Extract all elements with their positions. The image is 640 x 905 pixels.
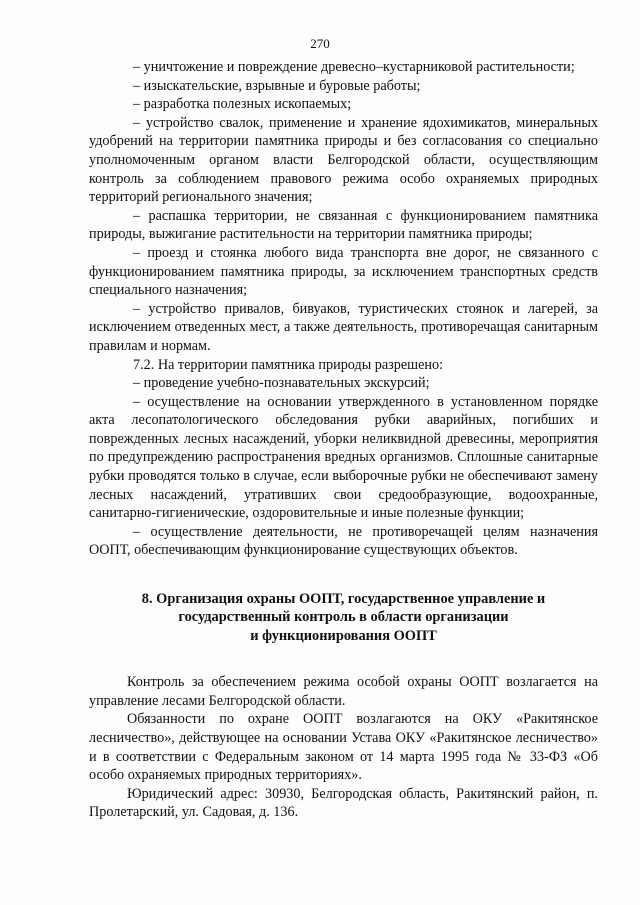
list-item: – осуществление на основании утвержденного в установленном порядке акта лесопатологического обследования рубки аварийных, погибших и поврежденных лесных насаждений, уборки неликвидной древесины, мероприятия по предупреждению распространения вредных организмов. Сплошные санитарные рубки проводятся только в случае, если выборочные рубки не обеспечивают замену лесных насаждений, утративших свои средообразующие, водоохранные, санитарно-гигиенические, оздоровительные и иные полезные функции;	[89, 393, 598, 522]
list-item: – проведение учебно-познавательных экскурсий;	[133, 375, 430, 392]
list-item: – устройство привалов, бивуаков, туристических стоянок и лагерей, за исключением отведенных мест, а также деятельность, противоречащая санитарным правилам и нормам.	[89, 300, 598, 354]
document-body	[89, 58, 598, 822]
list-item: – разработка полезных ископаемых;	[133, 96, 352, 113]
allowed-activities-list	[89, 374, 598, 560]
prohibited-activities-list	[89, 58, 598, 356]
paragraph: Юридический адрес: 30930, Белгородская область, Ракитянский район, п. Пролетарский, ул. Садовая, д. 136.	[89, 785, 598, 821]
paragraph: Контроль за обеспечением режима особой охраны ООПТ возлагается на управление лесами Белгородской области.	[89, 674, 598, 709]
list-item: – устройство свалок, применение и хранение ядохимикатов, минеральных удобрений на территории памятника природы и без согласования со специально уполномоченным органом власти Белгородской области, осуществляющим контроль за соблюдением правового режима особо охраняемых природных территорий регионального значения;	[89, 114, 598, 206]
list-item: – уничтожение и повреждение древесно–кустарниковой растительности;	[133, 59, 575, 75]
page-number: 270	[310, 36, 330, 51]
section-heading-line: и функционирования ООПТ	[250, 627, 437, 644]
list-item: – проезд и стоянка любого вида транспорта вне дорог, не связанного с функционированием памятника природы, за исключением транспортных средств специального назначения;	[89, 244, 598, 299]
list-item: – распашка территории, не связанная с функционированием памятника природы, выжигание растительности на территории памятника природы;	[89, 207, 598, 243]
section-heading-line: государственный контроль в области организации	[178, 609, 509, 626]
section-8-body	[89, 673, 598, 822]
paragraph: Обязанности по охране ООПТ возлагаются на ОКУ «Ракитянское лесничество», действующее на основании Устава ОКУ «Ракитянское лесничество» и в соответствии с Федеральным законом от 14 марта 1995 года № 33-ФЗ «Об особо охраняемых природных территориях».	[89, 711, 598, 784]
list-item: – изыскательские, взрывные и буровые работы;	[133, 77, 421, 94]
section-8-heading	[89, 590, 598, 645]
list-item: – осуществление деятельности, не противоречащей целям назначения ООПТ, обеспечивающим функционирование существующих объектов.	[89, 523, 598, 559]
section-heading-line: 8. Организация охраны ООПТ, государственное управление и	[141, 591, 546, 608]
subsection-heading-7-2: 7.2. На территории памятника природы разрешено:	[133, 356, 444, 373]
